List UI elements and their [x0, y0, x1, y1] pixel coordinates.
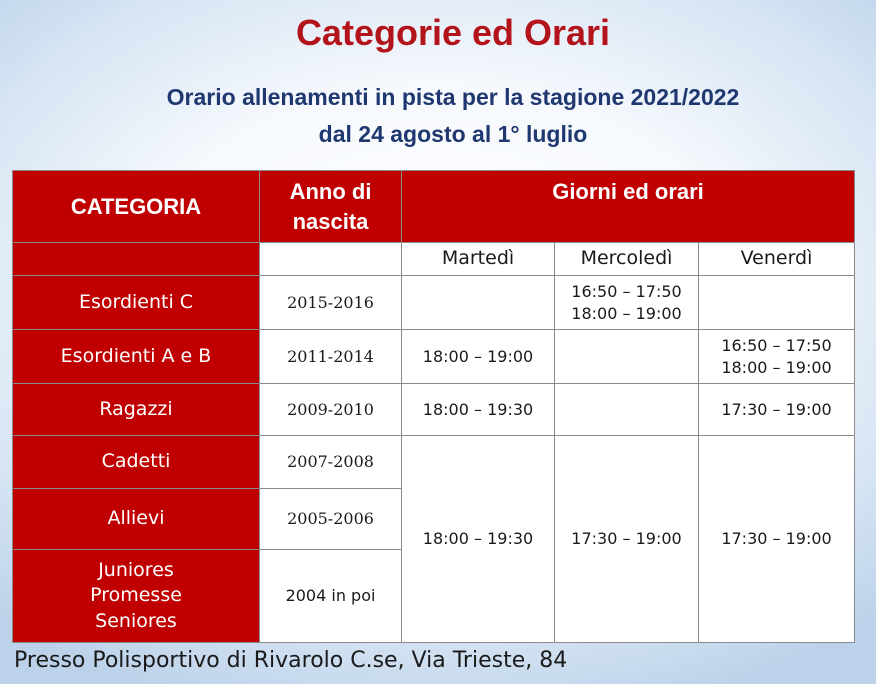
time-mercoledi [555, 330, 699, 384]
table-row [13, 276, 855, 330]
time-martedi [402, 276, 555, 330]
birth-years: 2015-2016 [260, 276, 402, 330]
header-categoria: CATEGORIA [13, 171, 260, 243]
group-time-venerdi: 17:30 – 19:00 [699, 436, 855, 643]
time-slot: 17:30 – 19:00 [721, 399, 832, 419]
birth-years: 2009-2010 [260, 384, 402, 436]
category-cell [13, 550, 260, 643]
category-cell [13, 330, 260, 384]
footer-location: Presso Polisportivo di Rivarolo C.se, Via Trieste, 84 [14, 648, 568, 673]
subheader-empty-categoria [13, 243, 260, 276]
time-mercoledi [555, 384, 699, 436]
category-cell [13, 276, 260, 330]
time-slot: 18:00 – 19:00 [721, 357, 832, 377]
category-name: Ragazzi [99, 397, 173, 420]
category-name: Esordienti C [78, 290, 194, 313]
day-header-venerdi: Venerdì [699, 243, 855, 276]
header-anno-line1: Anno di [289, 178, 372, 204]
header-anno-line2: nascita [292, 208, 369, 234]
category-name: Promesse [90, 584, 182, 607]
page-title: Categorie ed Orari [295, 12, 611, 53]
subheader-empty-anno [260, 243, 402, 276]
subtitle-dates: dal 24 agosto al 1° luglio [318, 121, 588, 147]
category-cell [13, 436, 260, 489]
table-row [13, 330, 855, 384]
schedule-table [12, 170, 855, 643]
birth-years: 2005-2006 [260, 489, 402, 550]
day-header-mercoledi: Mercoledì [555, 243, 699, 276]
time-slot: 16:50 – 17:50 [721, 335, 832, 355]
day-header-martedi: Martedì [402, 243, 555, 276]
table-row [13, 384, 855, 436]
category-name: Cadetti [101, 450, 171, 473]
time-slot: 18:00 – 19:00 [422, 346, 534, 366]
category-cell [13, 489, 260, 550]
time-venerdi [699, 330, 855, 384]
category-name: Seniores [95, 609, 177, 632]
birth-years: 2007-2008 [260, 436, 402, 489]
time-slot: 18:00 – 19:00 [571, 303, 682, 323]
header-giorni-orari: Giorni ed orari [402, 171, 855, 243]
group-time-martedi: 18:00 – 19:30 [402, 436, 555, 643]
time-venerdi [699, 276, 855, 330]
time-slot: 18:00 – 19:30 [422, 399, 534, 419]
table-row [13, 436, 855, 489]
subtitle-season: Orario allenamenti in pista per la stagione 2021/2022 [166, 84, 740, 110]
time-venerdi [699, 384, 855, 436]
birth-years: 2011-2014 [260, 330, 402, 384]
time-mercoledi [555, 276, 699, 330]
birth-years: 2004 in poi [260, 550, 402, 643]
category-cell [13, 384, 260, 436]
category-name: Esordienti A e B [60, 344, 212, 367]
time-slot: 16:50 – 17:50 [571, 281, 682, 301]
header-anno-nascita [260, 171, 402, 243]
category-name: Juniores [98, 558, 174, 581]
time-martedi [402, 384, 555, 436]
time-martedi [402, 330, 555, 384]
group-time-mercoledi: 17:30 – 19:00 [555, 436, 699, 643]
category-name: Allievi [107, 507, 165, 530]
